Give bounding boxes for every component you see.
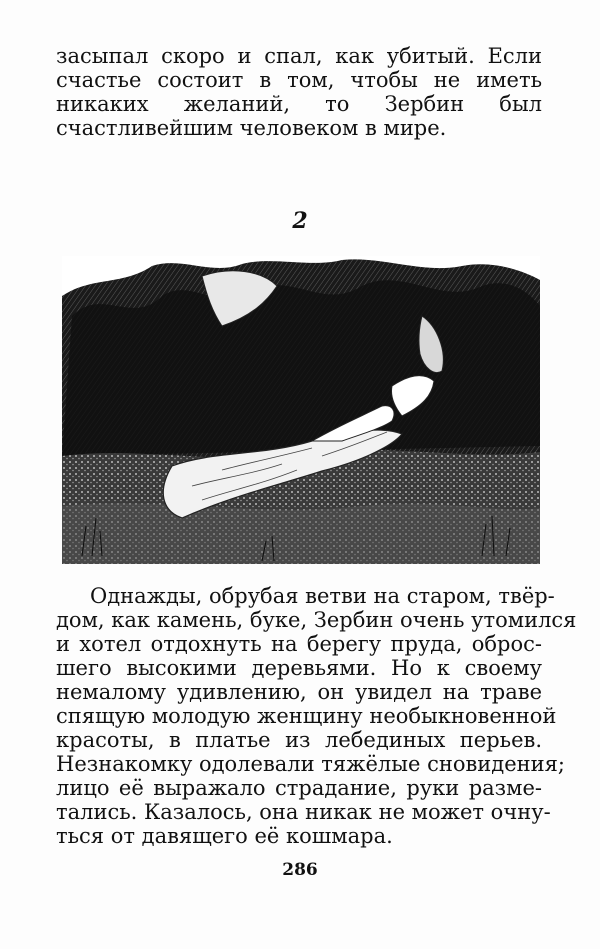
text-line: засыпал скоро и спал, как убитый. Если bbox=[56, 44, 542, 68]
text-line: счастливейшим человеком в мире. bbox=[56, 116, 447, 140]
engraving-sleeping-woman-in-swan-dress-icon bbox=[62, 256, 540, 564]
text-line: лицо её выражало страдание, руки разме- bbox=[56, 776, 542, 800]
page-number: 286 bbox=[282, 860, 318, 880]
top-paragraph bbox=[56, 44, 542, 140]
text-line: красоты, в платье из лебединых перьев. bbox=[56, 728, 542, 752]
text-line: дом, как камень, буке, Зербин очень утомился bbox=[56, 608, 577, 632]
text-line: шего высокими деревьями. Но к своему bbox=[56, 656, 542, 680]
text-line: и хотел отдохнуть на берегу пруда, оброс- bbox=[56, 632, 542, 656]
text-line: счастье состоит в том, чтобы не иметь bbox=[56, 68, 542, 92]
text-line: тались. Казалось, она никак не может очну- bbox=[56, 800, 551, 824]
text-line: Незнакомку одолевали тяжёлые сновидения; bbox=[56, 752, 565, 776]
text-line: спящую молодую женщину необыкновенной bbox=[56, 704, 557, 728]
text-line: никаких желаний, то Зербин был bbox=[56, 92, 542, 116]
text-line: Однажды, обрубая ветви на старом, твёр- bbox=[90, 584, 555, 608]
bottom-paragraph bbox=[56, 584, 577, 848]
text-line: ться от давящего её кошмара. bbox=[56, 824, 393, 848]
text-line: немалому удивлению, он увидел на траве bbox=[56, 680, 542, 704]
chapter-number: 2 bbox=[292, 208, 308, 234]
